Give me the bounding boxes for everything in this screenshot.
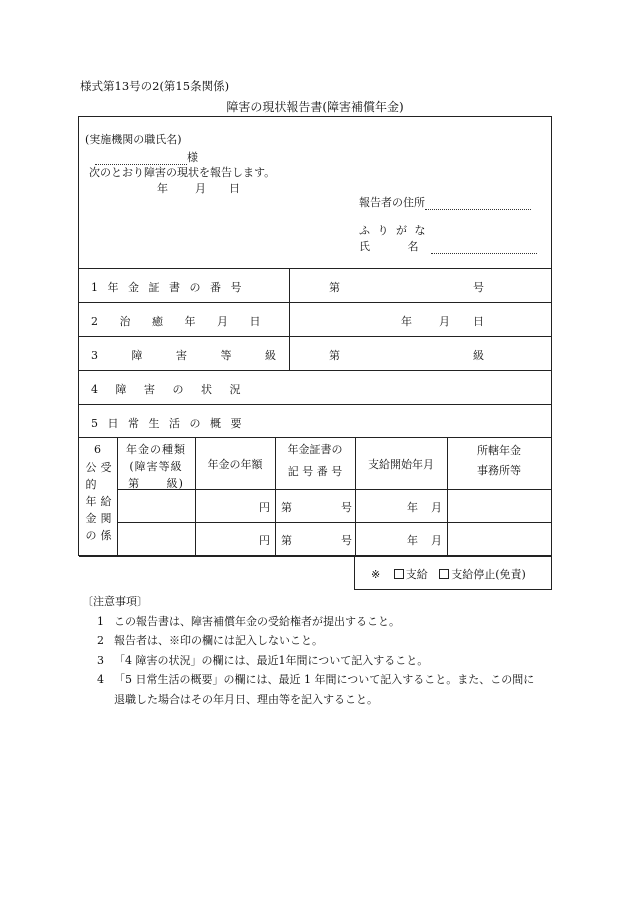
status-line bbox=[371, 566, 526, 582]
header-pension-type: 年金の種類 (障害等級 第 級) bbox=[126, 443, 186, 490]
row3-label: 3 障 害 等 級 bbox=[91, 349, 276, 362]
pay-checkbox[interactable] bbox=[394, 569, 404, 579]
honorific: 様 bbox=[187, 151, 198, 164]
row-b-cert-prefix: 第 bbox=[281, 534, 292, 547]
report-day: 日 bbox=[229, 182, 240, 195]
form-title: 障害の現状報告書(障害補償年金) bbox=[226, 100, 404, 114]
name-label: 氏 名 bbox=[359, 240, 419, 253]
note-item: 2 報告者は、※印の欄には記入しないこと。 bbox=[97, 634, 323, 647]
header-cert-number: 年金証書の 記 号 番 号 bbox=[287, 443, 343, 478]
row-b-yen: 円 bbox=[259, 534, 270, 547]
note-item: 1 この報告書は、障害補償年金の受給権者が提出すること。 bbox=[97, 614, 400, 628]
stop-checkbox[interactable] bbox=[439, 569, 449, 579]
row-a-cert-prefix: 第 bbox=[281, 501, 292, 514]
status-box bbox=[354, 555, 552, 590]
row3-prefix: 第 bbox=[329, 349, 340, 362]
status-mark: ※ bbox=[371, 568, 381, 581]
row5-label: 5 日 常 生 活 の 概 要 bbox=[91, 417, 242, 430]
pension-side-col2: 受 給 関 係 bbox=[100, 461, 112, 542]
row-b-year: 年 bbox=[407, 534, 418, 547]
row1-label: 1 年 金 証 書 の 番 号 bbox=[91, 281, 242, 294]
address-label: 報告者の住所 bbox=[359, 196, 425, 209]
furigana-label: ふ り が な bbox=[359, 224, 428, 237]
header-start-date: 支給開始年月 bbox=[368, 458, 434, 471]
row-a-cert-suffix: 号 bbox=[341, 501, 352, 514]
notes-section bbox=[82, 592, 544, 709]
form-number: 様式第13号の2(第15条関係) bbox=[80, 79, 230, 93]
pay-label: 支給 bbox=[405, 568, 428, 581]
row-a-yen: 円 bbox=[259, 501, 270, 514]
row1-prefix: 第 bbox=[329, 281, 340, 294]
header-annual-amount: 年金の年額 bbox=[207, 458, 263, 471]
row-b-month: 月 bbox=[431, 534, 442, 547]
name-field[interactable] bbox=[359, 238, 537, 254]
row1-suffix: 号 bbox=[473, 281, 484, 294]
row3-suffix: 級 bbox=[473, 349, 484, 362]
row2-year: 年 bbox=[401, 315, 412, 328]
report-form bbox=[78, 116, 552, 556]
row-b-cert-suffix: 号 bbox=[341, 534, 352, 547]
row2-label: 2 治 癒 年 月 日 bbox=[91, 315, 261, 328]
row2-month: 月 bbox=[439, 315, 450, 328]
row4-label: 4 障 害 の 状 況 bbox=[91, 383, 241, 396]
notes-heading: 〔注意事項〕 bbox=[82, 595, 148, 608]
pension-side-col1: 公 的 年 金 の bbox=[85, 461, 97, 542]
statement: 次のとおり障害の現状を報告します。 bbox=[89, 166, 276, 179]
note-item: 4 「5 日常生活の概要」の欄には、最近 1 年間について記入すること。また、この間に退職した場合はその年月日、理由等を記入すること。 bbox=[97, 673, 535, 706]
addressee-line[interactable] bbox=[95, 149, 198, 165]
report-year: 年 bbox=[157, 182, 168, 195]
address-field[interactable] bbox=[359, 194, 531, 210]
report-month: 月 bbox=[195, 182, 206, 195]
row-a-month: 月 bbox=[431, 501, 442, 514]
pension-section-number: 6 bbox=[94, 443, 101, 456]
row2-day: 日 bbox=[473, 315, 484, 328]
org-label: (実施機関の職氏名) bbox=[85, 133, 182, 146]
row-a-year: 年 bbox=[407, 501, 418, 514]
stop-label: 支給停止(免責) bbox=[451, 568, 526, 581]
header-office: 所轄年金 事務所等 bbox=[477, 444, 521, 477]
note-item: 3 「4 障害の状況」の欄には、最近1年間について記入すること。 bbox=[97, 653, 429, 667]
